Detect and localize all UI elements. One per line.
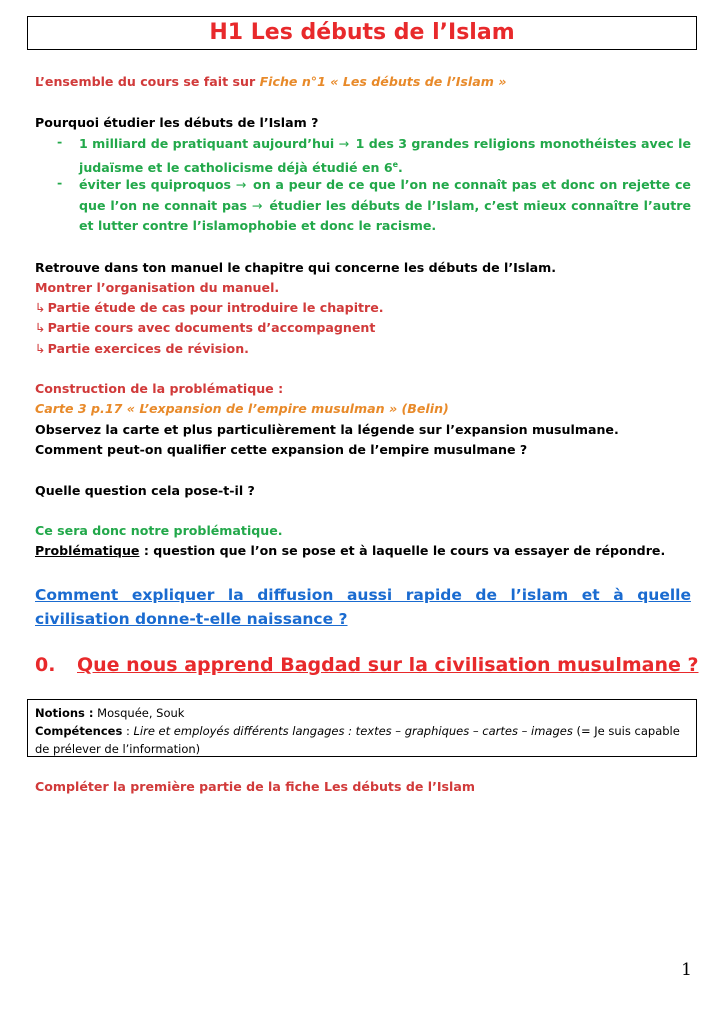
problematique-statement: Comment expliquer la diffusion aussi rapide de l’islam et à quelle civilisation donne-t-elle naissance ? (35, 586, 691, 628)
competences-value: Lire et employés différents langages : textes – graphiques – cartes – images (133, 724, 573, 738)
competences-separator: : (122, 724, 134, 738)
notions-line (35, 704, 689, 722)
return-arrow-icon: ↳ (35, 320, 46, 335)
competences-label: Compétences (35, 724, 123, 738)
intro-prefix: L’ensemble du cours se fait sur (35, 74, 260, 89)
right-arrow-icon: → (338, 136, 350, 151)
intro-reference: Fiche n°1 « Les débuts de l’Islam » (259, 74, 507, 89)
bullet-dash: - (57, 175, 63, 190)
notions-box (27, 699, 697, 757)
section-0-heading (35, 654, 699, 676)
bullet-1-part-b: 1 des 3 grandes religions monothéistes avec le judaïsme et le catholicisme déjà étudié en 6 (79, 136, 691, 175)
why-question: Pourquoi étudier les débuts de l’Islam ? (35, 115, 319, 130)
section-title: Que nous apprend Bagdad sur la civilisation musulmane ? (77, 654, 699, 676)
bullet-1-end: . (398, 159, 403, 175)
bullet-text (79, 175, 691, 237)
page-number: 1 (681, 960, 692, 980)
notions-label: Notions : (35, 706, 94, 720)
manual-part-3 (35, 339, 249, 359)
manual-part-2 (35, 318, 375, 338)
title-box (27, 16, 697, 50)
competences-line (35, 722, 689, 758)
construction-heading: Construction de la problématique : (35, 381, 284, 396)
observe-instruction: Observez la carte et plus particulièrement la légende sur l’expansion musulmane. (35, 422, 619, 437)
definition-term: Problématique (35, 543, 140, 558)
qualify-question: Comment peut-on qualifier cette expansion de l’empire musulmane ? (35, 442, 528, 457)
return-arrow-icon: ↳ (35, 341, 46, 356)
competences-paren: (= Je suis capable de prélever de l’information) (35, 724, 680, 756)
bullet-dash: - (57, 134, 63, 149)
return-arrow-icon: ↳ (35, 300, 46, 315)
manual-part-label: Partie étude de cas pour introduire le chapitre. (47, 300, 384, 315)
manual-part-1 (35, 298, 384, 318)
complete-instruction: Compléter la première partie de la fiche Les débuts de l’Islam (35, 779, 475, 794)
notions-value: Mosquée, Souk (93, 706, 185, 720)
intro-line (35, 72, 506, 92)
problematique-conclusion: Ce sera donc notre problématique. (35, 523, 283, 538)
section-number: 0. (35, 654, 56, 676)
page-title: H1 Les débuts de l’Islam (209, 20, 515, 45)
bullet-2-part-c: étudier les débuts de l’Islam, c’est mieux connaître l’autre et lutter contre l’islamophobie et donc le racisme. (79, 197, 692, 233)
manual-part-label: Partie exercices de révision. (47, 341, 249, 356)
right-arrow-icon: → (251, 197, 263, 213)
map-reference: Carte 3 p.17 « L’expansion de l’empire musulman » (Belin) (35, 401, 449, 416)
manual-instruction: Retrouve dans ton manuel le chapitre qui concerne les débuts de l’Islam. (35, 260, 557, 275)
bullet-2-part-b: on a peur de ce que l’on ne connaît pas et donc on rejette ce que l’on ne connait pas (79, 177, 691, 213)
bullet-1-part-a: 1 milliard de pratiquant aujourd’hui (79, 136, 335, 151)
right-arrow-icon: → (235, 177, 247, 192)
superscript: e (392, 159, 399, 169)
manual-show: Montrer l’organisation du manuel. (35, 280, 280, 295)
bullet-2-part-a: éviter les quiproquos (79, 177, 231, 192)
manual-part-label: Partie cours avec documents d’accompagnent (47, 320, 376, 335)
problematique-definition (35, 541, 665, 561)
definition-text: : question que l’on se pose et à laquelle le cours va essayer de répondre. (139, 543, 666, 558)
pose-question: Quelle question cela pose-t-il ? (35, 483, 255, 498)
bullet-text (79, 134, 691, 178)
